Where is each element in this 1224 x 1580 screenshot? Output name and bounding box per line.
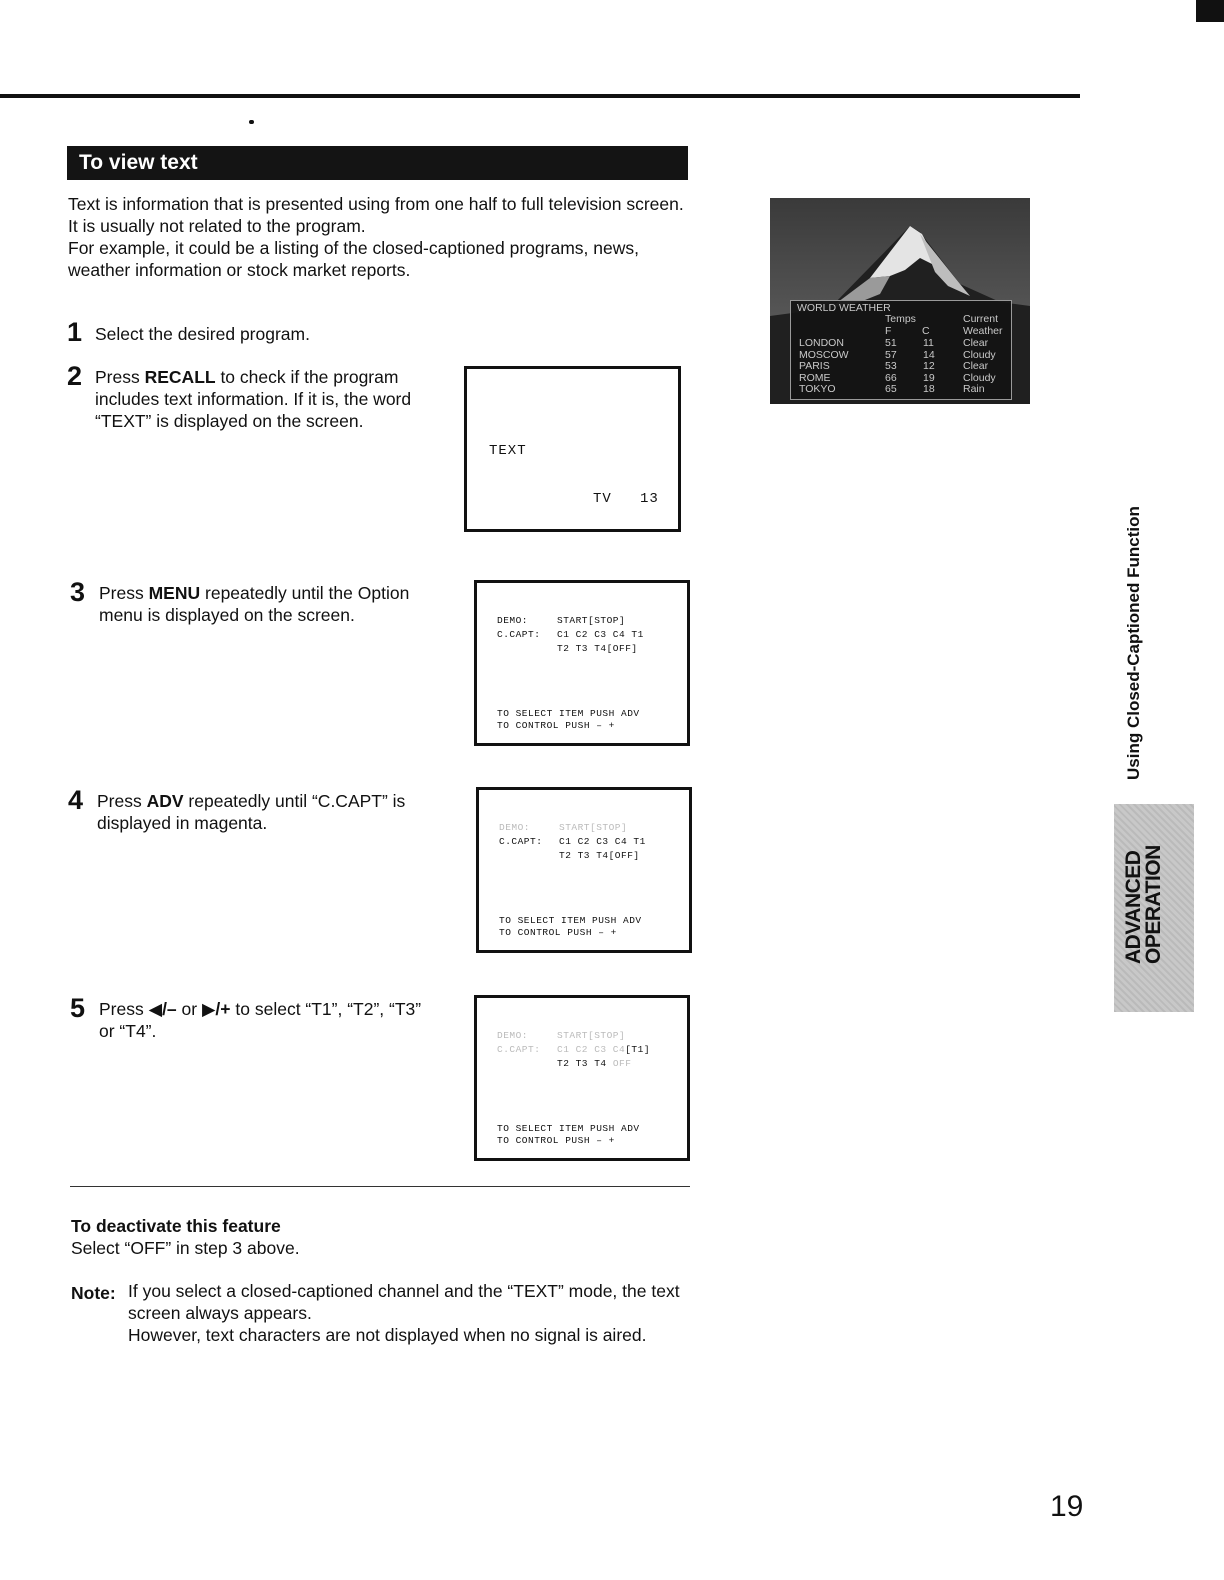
recall-key: RECALL bbox=[144, 367, 216, 387]
weather-weather-label: Weather bbox=[963, 325, 1003, 337]
osd-control-line: TO CONTROL PUSH – + bbox=[497, 1135, 615, 1146]
note-line-2: However, text characters are not displayed when no signal is aired. bbox=[128, 1325, 647, 1345]
osd-ccapt-partial: C1 C2 C3 C4 bbox=[557, 1044, 626, 1055]
weather-f-label: F bbox=[885, 325, 892, 337]
osd-demo-value: START[STOP] bbox=[557, 1030, 626, 1041]
step-text bbox=[99, 998, 439, 1042]
note-line-1: If you select a closed-captioned channel and the “TEXT” mode, the text screen always appears. bbox=[128, 1281, 680, 1323]
step-number: 1 bbox=[67, 317, 83, 347]
weather-c: 14 bbox=[923, 348, 935, 361]
weather-city: TOKYO bbox=[799, 383, 836, 396]
deactivate-text: Select “OFF” in step 3 above. bbox=[71, 1238, 300, 1258]
step-mid: or bbox=[176, 999, 202, 1019]
osd-ccapt-label: C.CAPT: bbox=[499, 836, 543, 847]
osd-select-line: TO SELECT ITEM PUSH ADV bbox=[497, 708, 640, 719]
page-number: 19 bbox=[1050, 1490, 1084, 1523]
weather-c-label: C bbox=[922, 325, 930, 337]
weather-f: 65 bbox=[885, 383, 897, 396]
osd-demo-label: DEMO: bbox=[499, 822, 531, 833]
step-number: 5 bbox=[70, 993, 86, 1023]
weather-table bbox=[799, 338, 1009, 396]
weather-temps-label: Temps bbox=[885, 313, 916, 325]
osd-demo-label: DEMO: bbox=[497, 1030, 529, 1041]
weather-condition: Rain bbox=[963, 383, 985, 396]
osd-control-line: TO CONTROL PUSH – + bbox=[499, 927, 617, 938]
weather-city: ROME bbox=[799, 371, 831, 384]
step-post: to check if the program includes text information. If it is, the word “TEXT” is displayed on the screen. bbox=[95, 367, 412, 431]
step-pre: Press bbox=[97, 791, 147, 811]
weather-condition: Cloudy bbox=[963, 371, 996, 384]
step-post: repeatedly until the Option menu is displayed on the screen. bbox=[99, 583, 410, 625]
osd-ccapt-selected: [T1] bbox=[625, 1044, 651, 1055]
step-text bbox=[99, 582, 454, 626]
step-number: 4 bbox=[68, 785, 84, 815]
weather-f: 53 bbox=[885, 360, 897, 373]
adv-key: ADV bbox=[146, 791, 184, 811]
weather-city: LONDON bbox=[799, 337, 844, 349]
step-text bbox=[97, 790, 452, 834]
osd-ccapt-label: C.CAPT: bbox=[497, 629, 541, 640]
osd-demo-label: DEMO: bbox=[497, 615, 529, 626]
section-divider bbox=[70, 1186, 690, 1187]
osd-ccapt-line2: T2 T3 T4[OFF] bbox=[559, 850, 640, 861]
weather-f: 57 bbox=[885, 348, 897, 361]
section-tab-label bbox=[1124, 845, 1164, 964]
step-pre: Press bbox=[99, 999, 149, 1019]
step-number: 3 bbox=[70, 577, 86, 607]
intro-text bbox=[68, 193, 698, 281]
right-plus-key: ▶/+ bbox=[201, 999, 231, 1019]
weather-city: PARIS bbox=[799, 360, 830, 373]
tv-screen-ccapt bbox=[476, 787, 692, 953]
osd-ccapt-label: C.CAPT: bbox=[497, 1044, 541, 1055]
tab-line-1: ADVANCED bbox=[1122, 850, 1145, 964]
osd-ccapt-line2 bbox=[557, 1057, 631, 1070]
left-minus-key: ◀/– bbox=[148, 999, 177, 1019]
intro-paragraph-2: For example, it could be a listing of the closed-captioned programs, news, weather information or stock market reports. bbox=[68, 238, 639, 280]
chapter-title: Using Closed-Captioned Function bbox=[1124, 506, 1143, 780]
osd-ccapt-line1: C1 C2 C3 C4 T1 bbox=[557, 629, 644, 640]
step-text bbox=[95, 366, 450, 432]
weather-condition: Cloudy bbox=[963, 348, 996, 361]
screen-text-label: TEXT bbox=[489, 443, 527, 459]
menu-key: MENU bbox=[148, 583, 201, 603]
step-text: Select the desired program. bbox=[95, 324, 310, 344]
weather-f: 66 bbox=[885, 371, 897, 384]
intro-paragraph-1: Text is information that is presented using from one half to full television screen. It is usually not related to the program. bbox=[68, 194, 684, 236]
step-post: to select “T1”, “T2”, “T3” or “T4”. bbox=[99, 999, 422, 1041]
osd-select-line: TO SELECT ITEM PUSH ADV bbox=[497, 1123, 640, 1134]
osd-ccapt-line1 bbox=[557, 1043, 650, 1056]
osd-off: OFF bbox=[612, 1058, 632, 1069]
weather-row bbox=[799, 338, 1009, 350]
osd-ccapt-line1: C1 C2 C3 C4 T1 bbox=[559, 836, 646, 847]
screen-channel: TV 13 bbox=[593, 491, 659, 507]
world-weather-panel bbox=[790, 300, 1012, 400]
corner-mark bbox=[1196, 0, 1224, 22]
osd-demo-value: START[STOP] bbox=[557, 615, 626, 626]
note-text bbox=[128, 1280, 688, 1346]
tv-screen-select-t bbox=[474, 995, 690, 1161]
note-label: Note: bbox=[71, 1283, 116, 1303]
osd-demo-value: START[STOP] bbox=[559, 822, 628, 833]
deactivate-title: To deactivate this feature bbox=[71, 1216, 281, 1236]
osd-ccapt-line2-partial: T2 T3 T4 bbox=[557, 1058, 607, 1069]
osd-control-line: TO CONTROL PUSH – + bbox=[497, 720, 615, 731]
weather-c: 12 bbox=[923, 360, 935, 373]
weather-condition: Clear bbox=[963, 360, 989, 373]
step-pre: Press bbox=[95, 367, 145, 387]
step-pre: Press bbox=[99, 583, 149, 603]
dot-mark bbox=[249, 120, 254, 124]
weather-f: 51 bbox=[885, 337, 897, 349]
tv-screen-option-menu bbox=[474, 580, 690, 746]
osd-ccapt-line2: T2 T3 T4[OFF] bbox=[557, 643, 638, 654]
step-post: repeatedly until “C.CAPT” is displayed in magenta. bbox=[97, 791, 406, 833]
weather-row bbox=[799, 384, 1009, 396]
weather-current-label: Current bbox=[963, 313, 999, 325]
top-rule bbox=[0, 94, 1080, 98]
weather-city: MOSCOW bbox=[799, 348, 849, 361]
weather-c: 19 bbox=[923, 371, 935, 384]
weather-c: 18 bbox=[923, 383, 935, 396]
tv-screen-text bbox=[464, 366, 681, 532]
weather-title: WORLD WEATHER bbox=[797, 302, 891, 314]
weather-c: 11 bbox=[923, 337, 934, 349]
step-number: 2 bbox=[67, 361, 83, 391]
tab-line-2: OPERATION bbox=[1142, 845, 1165, 964]
weather-condition: Clear bbox=[963, 337, 989, 349]
section-header: To view text bbox=[67, 146, 688, 180]
osd-select-line: TO SELECT ITEM PUSH ADV bbox=[499, 915, 642, 926]
weather-screen-image bbox=[770, 198, 1030, 404]
